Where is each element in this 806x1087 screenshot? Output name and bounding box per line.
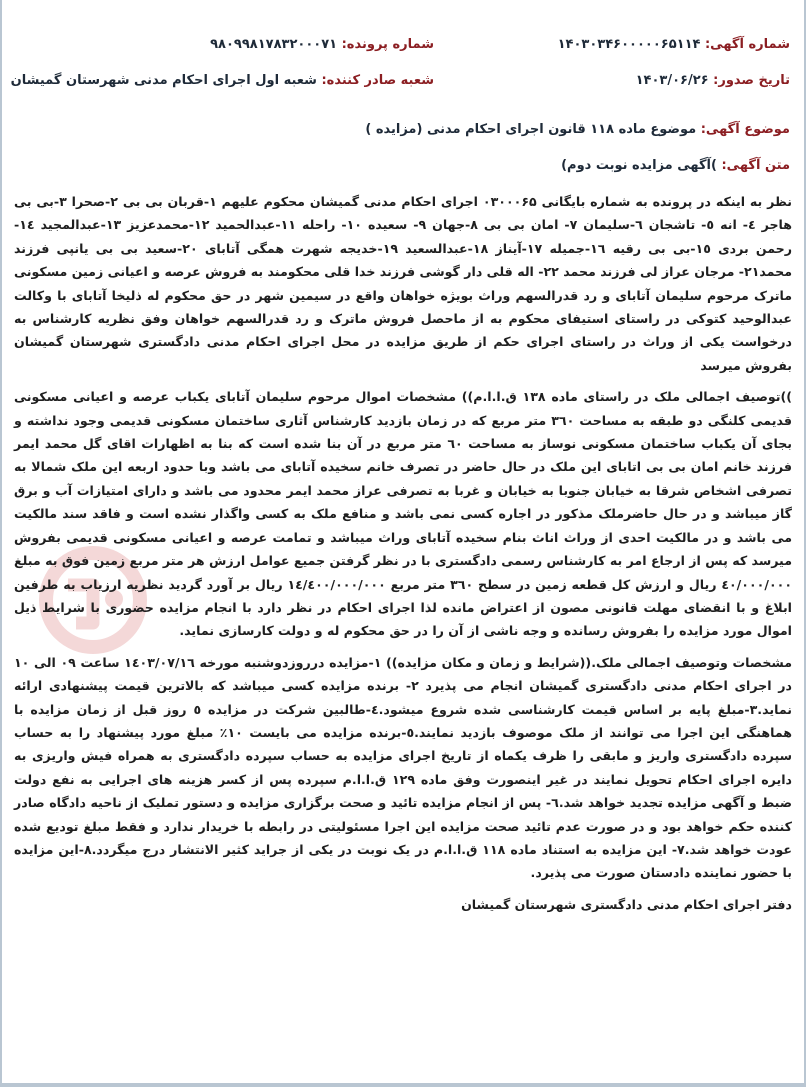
subject-label: موضوع آگهی:: [700, 122, 790, 137]
body-paragraph: نظر به اینکه در پرونده به شماره بایگانی ۰۳۰۰۰۶۵ اجرای احکام مدنی گمیشان محکوم علیهم ۱-قربان بی بی ۲-صحرا ۳-بی بی هاجر ٤- انه ٥- تاشجان ٦-سلیمان ۷- امان بی بی ۸-جهان ۹- سعیده ۱۰- راحله ۱۱-عبدالحمید ۱۲-محمدعزیز ۱۳-عبدالمجید ۱٤- رحمن بردی ۱٥-بی بی رقیه ۱٦-جمیله ۱۷-آیناز ۱۸-عبدالسعید ۱۹-خدیجه شهرت همگی آتابای ۲۰-سعید بی بی یانپی فرزند محمد۲۱- مرجان عراز لی فرزند محمد ۲۲- اله قلی دار گوشی فرزند خدا قلی محکومند به فروش عرصه و اعیانی زمین مسکونی ماترک مرحوم سلیمان آتابای و رد قدرالسهم وراث بویژه خواهان واقع در سیمین شهر در حق محکوم له ذلیخا آتابای با وکالت عبدالوحید کتوکی در راستای استیفای محکوم به از ماحصل فروش ماترک و رد قدرالسهم خواهان وفق نظریه کارشناس به درخواست یکی از وراث در راستای اجرای حکم از طریق مزایده در محل اجرای احکام مدنی دادگستری شهرستان گمیشان بفروش میرسد: [14, 194, 793, 373]
issue-date-label: تاریخ صدور:: [713, 73, 790, 88]
issue-date-row: [636, 72, 790, 90]
case-number-value: ۹۸۰۹۹۸۱۷۸۳۲۰۰۰۷۱: [210, 37, 338, 52]
notice-body: [14, 190, 792, 924]
notice-number-label: شماره آگهی:: [704, 37, 790, 52]
notice-text-row: [561, 157, 790, 175]
issuer-value: شعبه اول اجرای احکام مدنی شهرستان گمیشان: [10, 73, 317, 88]
signature: دفتر اجرای احکام مدنی دادگستری شهرستان گمیشان: [461, 896, 792, 912]
body-paragraph: مشخصات وتوصیف اجمالی ملک.((شرایط و زمان و مکان مزایده)) ۱-مزایده درروزدوشنبه مورخه ۱٤۰۳/۰۷/۱٦ ساعت ۰۹ الی ۱۰ در اجرای احکام مدنی دادگستری گمیشان انجام می پذیرد ۲- برنده مزایده کسی میباشد که بالاترین قیمت پیشنهادی ارائه نماید.۳-مبلغ پایه بر اساس قیمت کارشناسی شده شروع میشود.٤-طالبین شرکت در مزایده ٥ روز قبل از زمان مزایده با هماهنگی این اجرا می توانند از ملک موصوف بازدید نمایند.٥-برنده مزایده می بایست ۱۰٪ مبلغ مورد پیشنهاد را به حساب سپرده دادگستری واریز و مابقی را ظرف یکماه از تاریخ اجرای مزایده به حساب سپرده دادگستری به همراه فیش واریزی به دایره اجرای احکام تحویل نمایند در غیر اینصورت وفق ماده ۱۲۹ ق.ا.ا.م سپرده پس از کسر هزینه های اجرایی به نفع دولت ضبط و آگهی مزایده تجدید خواهد شد.٦- پس از انجام مزایده تائید و صحت برگزاری مزایده و دستور تملیک از ناحیه دادگاه صادر کننده حکم خواهد بود و در صورت عدم تائید صحت مزایده این اجرا مسئولیتی در رابطه با خریدار ندارد و فقط مبلغ تودیع شده عودت خواهد شد.۷- این مزایده به استناد ماده ۱۱۸ ق.ا.ا.م در یک نوبت در یکی از جراید کثیر الانتشار درج میگردد.۸-این مزایده با حضور نماینده دادستان صورت می پذیرد.: [14, 654, 793, 881]
subject-value: موضوع ماده ۱۱۸ قانون اجرای احکام مدنی (مزایده ): [365, 122, 697, 137]
notice-number-value: ۱۴۰۳۰۳۴۶۰۰۰۰۰۶۵۱۱۴: [557, 37, 701, 52]
case-number-row: [210, 36, 434, 54]
issue-date-value: ۱۴۰۳/۰۶/۲۶: [635, 73, 709, 88]
notice-text-label: متن آگهی:: [721, 158, 790, 173]
issuer-row: [11, 72, 434, 90]
issuer-label: شعبه صادر کننده:: [321, 73, 434, 88]
notice-text-title: )آگهی مزایده نوبت دوم): [561, 158, 717, 173]
body-paragraph: ))توصیف اجمالی ملک در راستای ماده ۱۳۸ ق.ا.ا.م)) مشخصات اموال مرحوم سلیمان آتابای یکباب عرصه و اعیانی مسکونی قدیمی کلنگی دو طبقه به مساحت ۳٦۰ متر مربع که در زمان بازدید کارشناس آثاری ساختمان مسکونی قدیمی وجود نداشته و بجای آن یکباب ساختمان مسکونی نوساز به مساحت ٦۰ متر مربع در آن بنا شده است که بنا به اظهارات اقای گل محمد ایمر فرزند خانم امان بی بی اتابای این ملک در حال حاضر در تصرف خانم سخیده آتابای می باشد وبا حدود اربعه این ملک شمالا به تصرفی اشخاص شرقا به خیابان جنوبا به خیابان و غربا به تصرفی عراز محمد ایمر محدود می باشد و دارای امتیازات آب و برق گاز میباشد و در حال حاضرملک مذکور در اجاره کسی نمی باشد و منافع ملک به کسی واگذار نشده است و فاقد سند مالکیت می باشد و در مالکیت احدی از وراث اناث بنام سخیده آتابای وراث میباشد و تمامت عرصه و اعیانی مسکونی قدیمی بفروش میرسد که پس از ارجاع امر به کارشناس رسمی دادگستری با در نظر گرفتن جمیع عوامل ارزش هر متر مربع زمین فوق به مبلغ ٤۰/۰۰۰/۰۰۰ ریال و ارزش کل قطعه زمین در سطح ۳٦۰ متر مربع ۱٤/٤۰۰/۰۰۰/۰۰۰ ریال بر آورد گردید نظریه ارزیاب به طرفین ابلاغ و با انقضای مهلت قانونی مصون از اعتراض مانده لذا اجرای احکام در نظر دارد با انجام مزایده حضوری با شرایط ذیل اموال مورد مزایده را بفروش رسانده و وجه ناشی از آن را در حق محکوم له و دولت کارسازی نماید.: [14, 389, 793, 639]
subject-row: [365, 121, 790, 139]
case-number-label: شماره پرونده:: [341, 37, 434, 52]
notice-number-row: [558, 36, 790, 54]
